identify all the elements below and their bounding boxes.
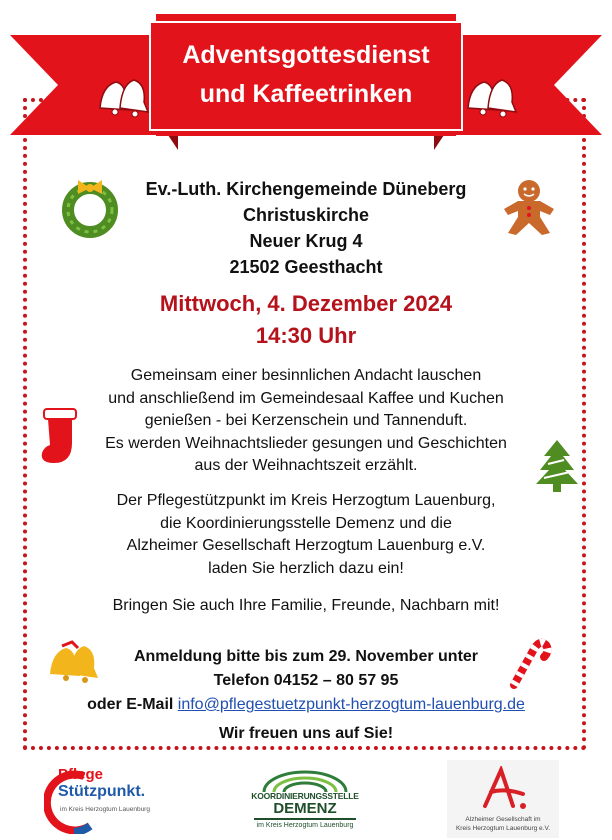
- description-paragraph: [0, 365, 612, 478]
- alz-line1: Alzheimer Gesellschaft im: [465, 816, 541, 823]
- registration-line: Anmeldung bitte bis zum 29. November unter: [133, 648, 479, 665]
- email-link[interactable]: info@pflegestuetzpunkt-herzogtum-lauenburg.de: [177, 696, 525, 713]
- address-line1: Ev.-Luth. Kirchengemeinde Düneberg: [145, 179, 467, 199]
- banner-title-line1: Adventsgottesdienst: [182, 41, 430, 69]
- demenz-logo-arcs-icon: [256, 770, 354, 792]
- description-line: genießen - bei Kerzenschein und Tannenduft.: [144, 412, 468, 429]
- event-date: Mittwoch, 4. Dezember 2024: [159, 291, 453, 316]
- hosts-line: Der Pflegestützpunkt im Kreis Herzogtum Lauenburg,: [116, 492, 496, 509]
- alz-line2: Kreis Herzogtum Lauenburg e.V.: [455, 825, 551, 832]
- registration-phone: Telefon 04152 – 80 57 95: [213, 672, 399, 689]
- closing-text: Wir freuen uns auf Sie!: [218, 725, 394, 742]
- description-line: und anschließend im Gemeindesaal Kaffee und Kuchen: [108, 389, 504, 407]
- hosts-paragraph: [0, 490, 612, 580]
- event-time: 14:30 Uhr: [255, 323, 357, 348]
- address-line3: Neuer Krug 4: [249, 231, 363, 251]
- hosts-line: die Koordinierungsstelle Demenz und die: [160, 514, 452, 532]
- demenz-line3: im Kreis Herzogtum Lauenburg: [256, 822, 354, 829]
- registration-email-line: [0, 693, 612, 717]
- event-date-block: [0, 288, 612, 352]
- demenz-line1: KOORDINIERUNGSSTELLE: [251, 791, 359, 801]
- description-line: Gemeinsam einer besinnlichen Andacht lauschen: [130, 367, 482, 384]
- pflege-stuetzpunkt-logo: [44, 762, 174, 836]
- bell-icon: [94, 72, 152, 120]
- description-line: aus der Weihnachtszeit erzählt.: [194, 457, 418, 474]
- family-invite: Bringen Sie auch Ihre Familie, Freunde, Nachbarn mit!: [112, 597, 500, 614]
- banner-title: [150, 36, 462, 114]
- description-line: Es werden Weihnachtslieder gesungen und Geschichten: [105, 434, 507, 452]
- alzheimer-logo-mark-icon: [479, 766, 529, 812]
- address-block: [0, 176, 612, 280]
- hosts-line: laden Sie herzlich dazu ein!: [208, 559, 404, 577]
- pflege-line3: im Kreis Herzogtum Lauenburg: [60, 806, 150, 813]
- banner-title-line2: und Kaffeetrinken: [199, 80, 413, 108]
- bell-icon: [462, 72, 520, 120]
- hosts-line: Alzheimer Gesellschaft Herzogtum Lauenburg e.V.: [126, 537, 486, 554]
- demenz-divider: [254, 818, 356, 820]
- demenz-line2: DEMENZ: [273, 800, 337, 817]
- alzheimer-logo: [447, 760, 559, 838]
- email-prefix: oder E-Mail: [87, 696, 178, 713]
- demenz-logo: [246, 770, 364, 836]
- pflege-line1: Pflege: [58, 766, 104, 783]
- pflege-line2: Stützpunkt.: [58, 783, 146, 800]
- address-line4: 21502 Geesthacht: [229, 257, 383, 277]
- registration-block: [0, 645, 612, 717]
- address-line2: Christuskirche: [242, 205, 370, 225]
